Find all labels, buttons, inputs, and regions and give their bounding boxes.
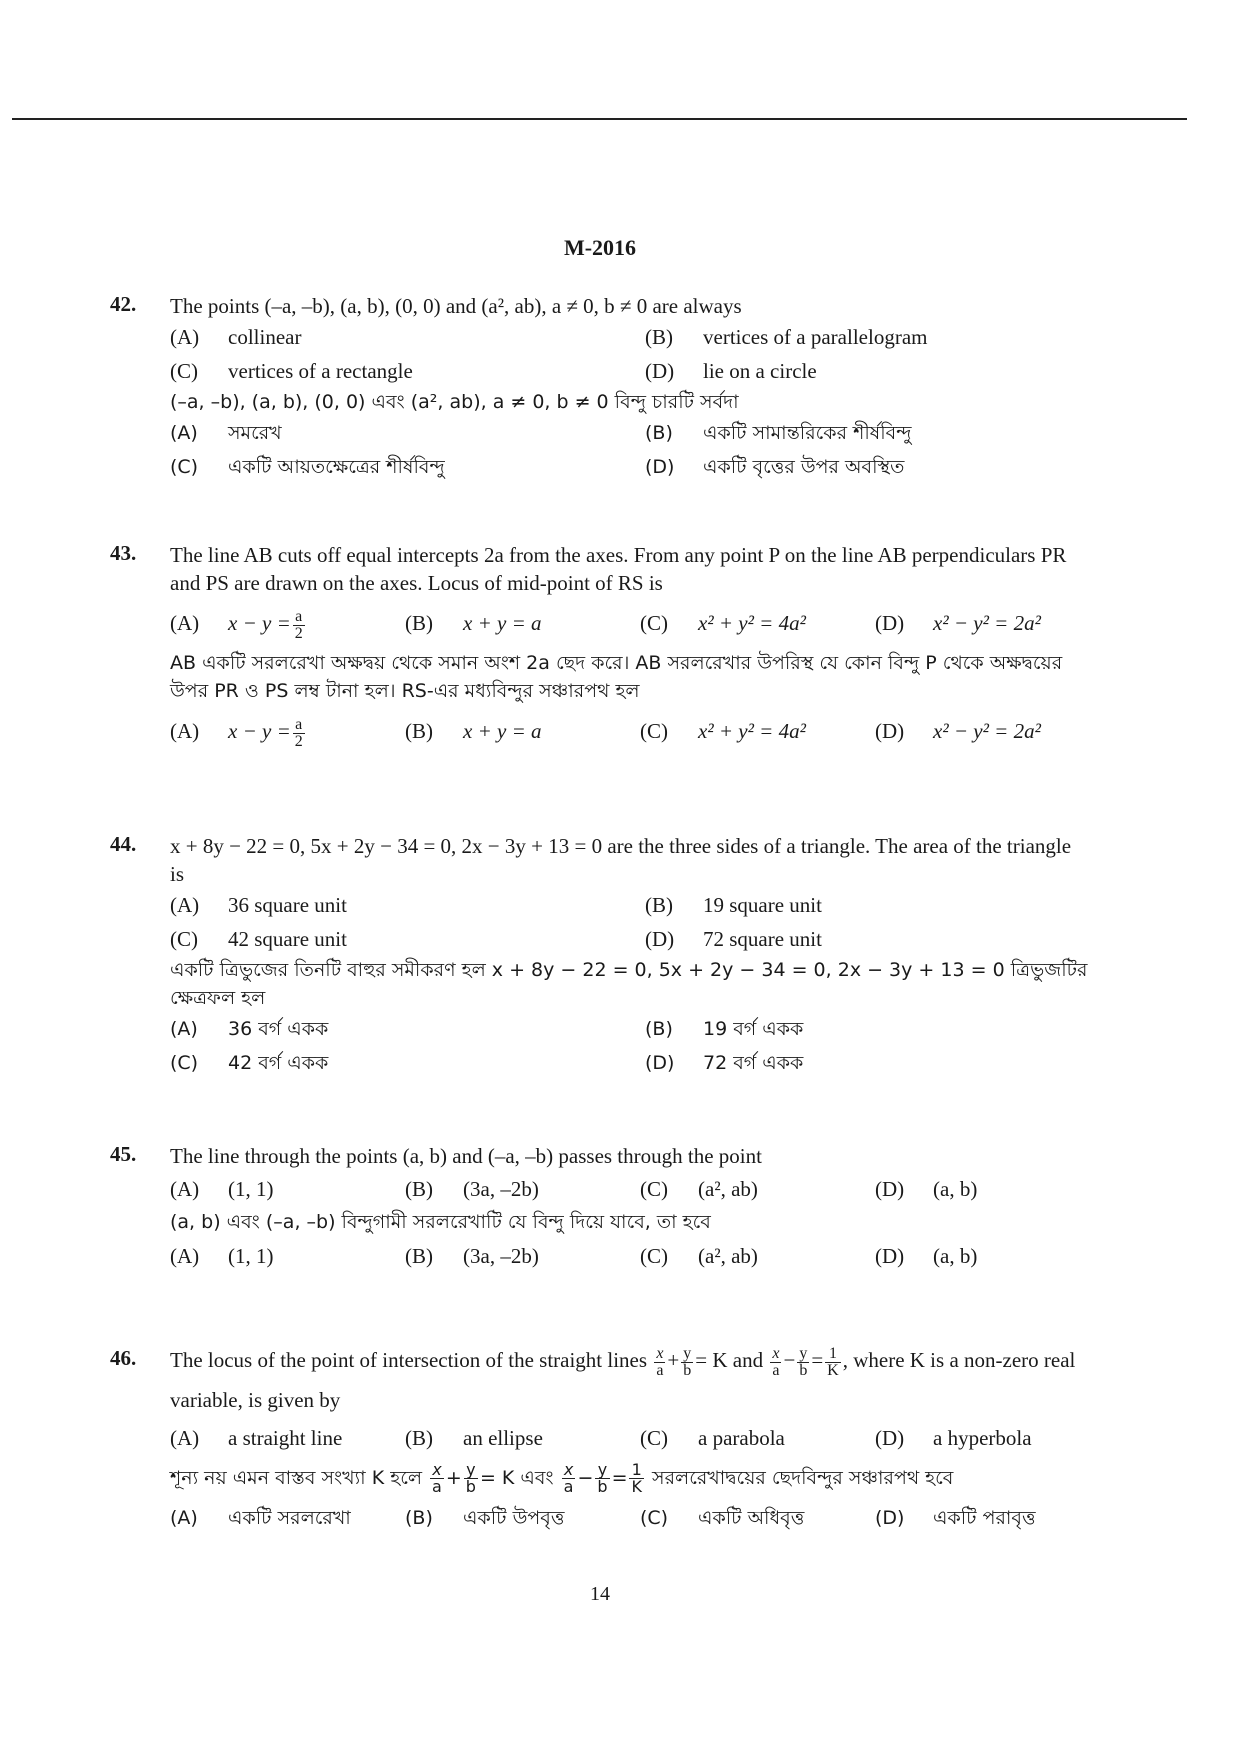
question-stem-bn: (a, b) এবং (–a, –b) বিন্দুগামী সরলরেখাটি যে বিন্দু দিয়ে যাবে, তা হবে <box>170 1211 711 1233</box>
option-a-bn: (A) x − y = $\frac{a}{2}$ <box>170 715 303 750</box>
question-number: 44. <box>110 832 137 856</box>
option-b: (B) (3a, –2b) <box>405 1177 539 1201</box>
question-stem-en: The points (–a, –b), (a, b), (0, 0) and (a², ab), a ≠ 0, b ≠ 0 are always <box>170 294 742 318</box>
option-c-bn: (C) একটি অধিবৃত্ত <box>640 1507 805 1529</box>
question-number: 45. <box>110 1142 137 1166</box>
question-stem-en: The line through the points (a, b) and (–a, –b) passes through the point <box>170 1144 762 1168</box>
option-c: (C) x² + y² = 4a² <box>640 611 806 635</box>
question-stem-bn: AB একটি সরলরেখা অক্ষদ্বয় থেকে সমান অংশ 2a ছেদ করে। AB সরলরেখার উপরিস্থ যে কোন বিন্দু P থেকে অক্ষদ্বয়ের উপর PR ও PS লম্ব টানা হল। RS-এর মধ্যবিন্দুর সঞ্চারপথ হল <box>170 652 1063 702</box>
option-a: (A) x − y = $\frac{a}{2}$ <box>170 607 303 642</box>
option-a: (A) 36 square unit <box>170 893 347 917</box>
option-a-bn: (A) (1, 1) <box>170 1244 274 1268</box>
option-c-bn: (C) x² + y² = 4a² <box>640 719 806 743</box>
option-b-bn: (B) (3a, –2b) <box>405 1244 539 1268</box>
page-number: 14 <box>590 1583 610 1605</box>
option-d: (D) (a, b) <box>875 1177 978 1201</box>
option-c: (C) (a², ab) <box>640 1177 758 1201</box>
option-b: (B) vertices of a parallelogram <box>645 325 928 349</box>
option-d-bn: (D) x² − y² = 2a² <box>875 719 1041 743</box>
option-d: (D) a hyperbola <box>875 1426 1032 1450</box>
option-b: (B) an ellipse <box>405 1426 543 1450</box>
option-b-bn: (B) x + y = a <box>405 719 542 743</box>
question-stem-en: The line AB cuts off equal intercepts 2a from the axes. From any point P on the line AB perpendiculars PR and PS are drawn on the axes. Locus of mid-point of RS is <box>170 543 1067 595</box>
question-number: 46. <box>110 1346 137 1370</box>
option-c-bn: (C) 42 বর্গ একক <box>170 1052 329 1074</box>
option-b: (B) x + y = a <box>405 611 542 635</box>
question-number: 43. <box>110 541 137 565</box>
option-a: (A) (1, 1) <box>170 1177 274 1201</box>
option-c: (C) a parabola <box>640 1426 785 1450</box>
option-d: (D) lie on a circle <box>645 359 817 383</box>
option-c-bn: (C) একটি আয়তক্ষেত্রের শীর্ষবিন্দু <box>170 456 445 478</box>
option-d-bn: (D) একটি বৃত্তের উপর অবস্থিত <box>645 456 905 478</box>
option-b: (B) 19 square unit <box>645 893 822 917</box>
option-a-bn: (A) একটি সরলরেখা <box>170 1507 351 1529</box>
option-c: (C) 42 square unit <box>170 927 347 951</box>
option-c-bn: (C) (a², ab) <box>640 1244 758 1268</box>
question-stem-en: x + 8y − 22 = 0, 5x + 2y − 34 = 0, 2x − 3y + 13 = 0 are the three sides of a triangle. The area of the triangle is <box>170 834 1072 886</box>
option-d-bn: (D) 72 বর্গ একক <box>645 1052 804 1074</box>
question-43 <box>110 541 1090 757</box>
option-c: (C) vertices of a rectangle <box>170 359 413 383</box>
option-a-bn: (A) সমরেখ <box>170 422 282 444</box>
page-header: M-2016 <box>563 235 637 260</box>
option-a: (A) a straight line <box>170 1426 343 1450</box>
question-number: 42. <box>110 292 137 316</box>
question-46 <box>110 1340 1090 1536</box>
question-stem-bn: শূন্য নয় এমন বাস্তব সংখ্যা K হলে $\frac{x}{a}$ + $\frac{y}{b}$ = K এবং $\frac{x}{a}$ − $\frac{y}{b}$ = $\frac{1}{K}$ সরলরেখাদ্বয়ের ছেদবিন্দুর সঞ্চারপথ হবে <box>170 1460 954 1496</box>
question-42 <box>110 292 1090 484</box>
question-stem-bn: (–a, –b), (a, b), (0, 0) এবং (a², ab), a ≠ 0, b ≠ 0 বিন্দু চারটি সর্বদা <box>170 391 739 413</box>
question-stem-bn: একটি ত্রিভুজের তিনটি বাহুর সমীকরণ হল x + 8y − 22 = 0, 5x + 2y − 34 = 0, 2x − 3y + 13 = 0 ত্রিভুজটির ক্ষেত্রফল হল <box>170 959 1088 1009</box>
option-d: (D) 72 square unit <box>645 927 822 951</box>
question-45 <box>110 1142 1090 1276</box>
option-d: (D) x² − y² = 2a² <box>875 611 1041 635</box>
option-b-bn: (B) একটি উপবৃত্ত <box>405 1507 565 1529</box>
top-rule <box>12 118 1187 120</box>
question-44 <box>110 832 1090 1080</box>
option-a: (A) collinear <box>170 325 302 349</box>
option-b-bn: (B) একটি সামান্তরিকের শীর্ষবিন্দু <box>645 422 912 444</box>
option-b-bn: (B) 19 বর্গ একক <box>645 1018 804 1040</box>
option-d-bn: (D) একটি পরাবৃত্ত <box>875 1507 1036 1529</box>
option-a-bn: (A) 36 বর্গ একক <box>170 1018 329 1040</box>
question-stem-en: The locus of the point of intersection of the straight lines $\frac{x}{a}$ + $\frac{y}{b}$ = K and $\frac{x}{a}$ − $\frac{y}{b}$ = $\frac{1}{K}$ , where K is a non-zero real variable, is given by <box>170 1344 1076 1412</box>
option-d-bn: (D) (a, b) <box>875 1244 978 1268</box>
